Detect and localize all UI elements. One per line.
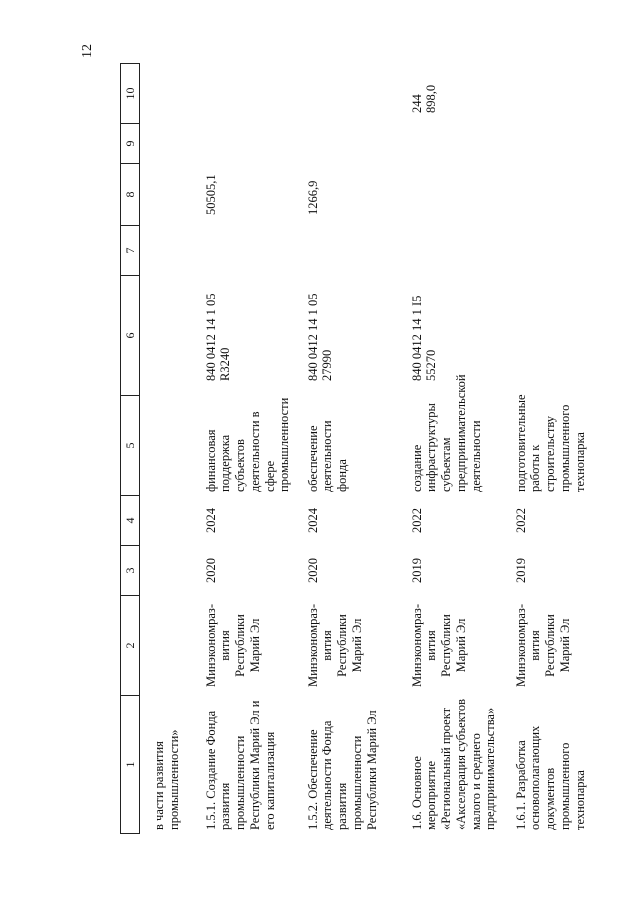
cell-executor: Минэкономраз-вития Республики Марий Эл: [409, 603, 468, 688]
col-header-5: 5: [121, 396, 140, 496]
cell-result: создание инфраструктуры субъектам предпринимательской деятельности: [409, 374, 483, 492]
cell-budget-code: 840 0412 14 1 05 R3240: [203, 293, 233, 381]
cell-value-10: [304, 64, 408, 124]
cell-result: [140, 396, 202, 496]
cell-value-9: [408, 124, 512, 164]
cell-end-year: 2024: [305, 508, 320, 533]
col-header-8: 8: [121, 164, 140, 226]
table-row: [140, 64, 202, 834]
cell-value-7: [202, 226, 304, 276]
page-number: 12: [80, 44, 95, 58]
cell-budget-code: [140, 276, 202, 396]
table-row: [304, 64, 408, 834]
cell-name: в части развития промышленности»: [152, 729, 181, 830]
cell-start-year: [140, 546, 202, 596]
cell-name: 1.6.1. Разработка основополагающих документов промышленного технопарка: [513, 725, 587, 830]
table-row: [512, 64, 608, 834]
cell-executor: Минэкономраз-вития Республики Марий Эл: [513, 603, 572, 688]
cell-name: 1.5.2. Обеспечение деятельности Фонда развития промышленности Республики Марий Эл: [305, 710, 379, 830]
cell-value-7: [512, 226, 608, 276]
table-row: [202, 64, 304, 834]
cell-budget-code: [512, 276, 608, 396]
cell-value-9: [512, 124, 608, 164]
cell-value-7: [140, 226, 202, 276]
cell-end-year: [140, 496, 202, 546]
cell-end-year: 2022: [513, 508, 528, 533]
col-header-7: 7: [121, 226, 140, 276]
cell-end-year: 2024: [203, 508, 218, 533]
cell-start-year: 2019: [513, 558, 528, 583]
cell-value-9: [202, 124, 304, 164]
cell-value-8: [512, 164, 608, 226]
cell-value-10: 244 898,0: [409, 84, 439, 113]
cell-result: финансовая поддержка субъектов деятельности в сфере промышленности: [203, 397, 292, 492]
table-row: [408, 64, 512, 834]
cell-value-10: [140, 64, 202, 124]
cell-name: 1.5.1. Создание Фонда развития промышленности Республики Марий Эл и его капитализация: [203, 700, 277, 830]
col-header-4: 4: [121, 496, 140, 546]
cell-executor: Минэкономраз-вития Республики Марий Эл: [203, 603, 262, 688]
col-header-2: 2: [121, 596, 140, 696]
cell-result: подготовительные работы к строительству промышленного технопарка: [513, 394, 587, 492]
cell-value-10: [512, 64, 608, 124]
col-header-6: 6: [121, 276, 140, 396]
cell-value-7: [304, 226, 408, 276]
cell-value-8: [140, 164, 202, 226]
cell-start-year: 2019: [409, 558, 424, 583]
cell-start-year: 2020: [305, 558, 320, 583]
cell-result: обеспечение деятельности фонда: [305, 420, 349, 492]
col-header-10: 10: [121, 64, 140, 124]
rotated-table-wrapper: [120, 64, 640, 834]
cell-budget-code: 840 0412 14 1 I5 55270: [409, 295, 439, 381]
cell-value-9: [140, 124, 202, 164]
col-header-9: 9: [121, 124, 140, 164]
cell-budget-code: 840 0412 14 1 05 27990: [305, 293, 335, 381]
cell-value-8: 1266,9: [305, 180, 320, 215]
cell-value-10: [202, 64, 304, 124]
cell-end-year: 2022: [409, 508, 424, 533]
program-table: [120, 63, 608, 834]
cell-value-8: 50505,1: [203, 174, 218, 215]
cell-executor: [140, 596, 202, 696]
cell-value-9: [304, 124, 408, 164]
col-header-1: 1: [121, 696, 140, 834]
col-header-3: 3: [121, 546, 140, 596]
header-row: [121, 64, 140, 834]
cell-value-8: [408, 164, 512, 226]
cell-start-year: 2020: [203, 558, 218, 583]
cell-value-7: [408, 226, 512, 276]
cell-executor: Минэкономраз-вития Республики Марий Эл: [305, 603, 364, 688]
cell-name: 1.6. Основное мероприятие «Региональный проект «Акселерация субъектов малого и среднего предпринимательства»: [409, 698, 498, 830]
